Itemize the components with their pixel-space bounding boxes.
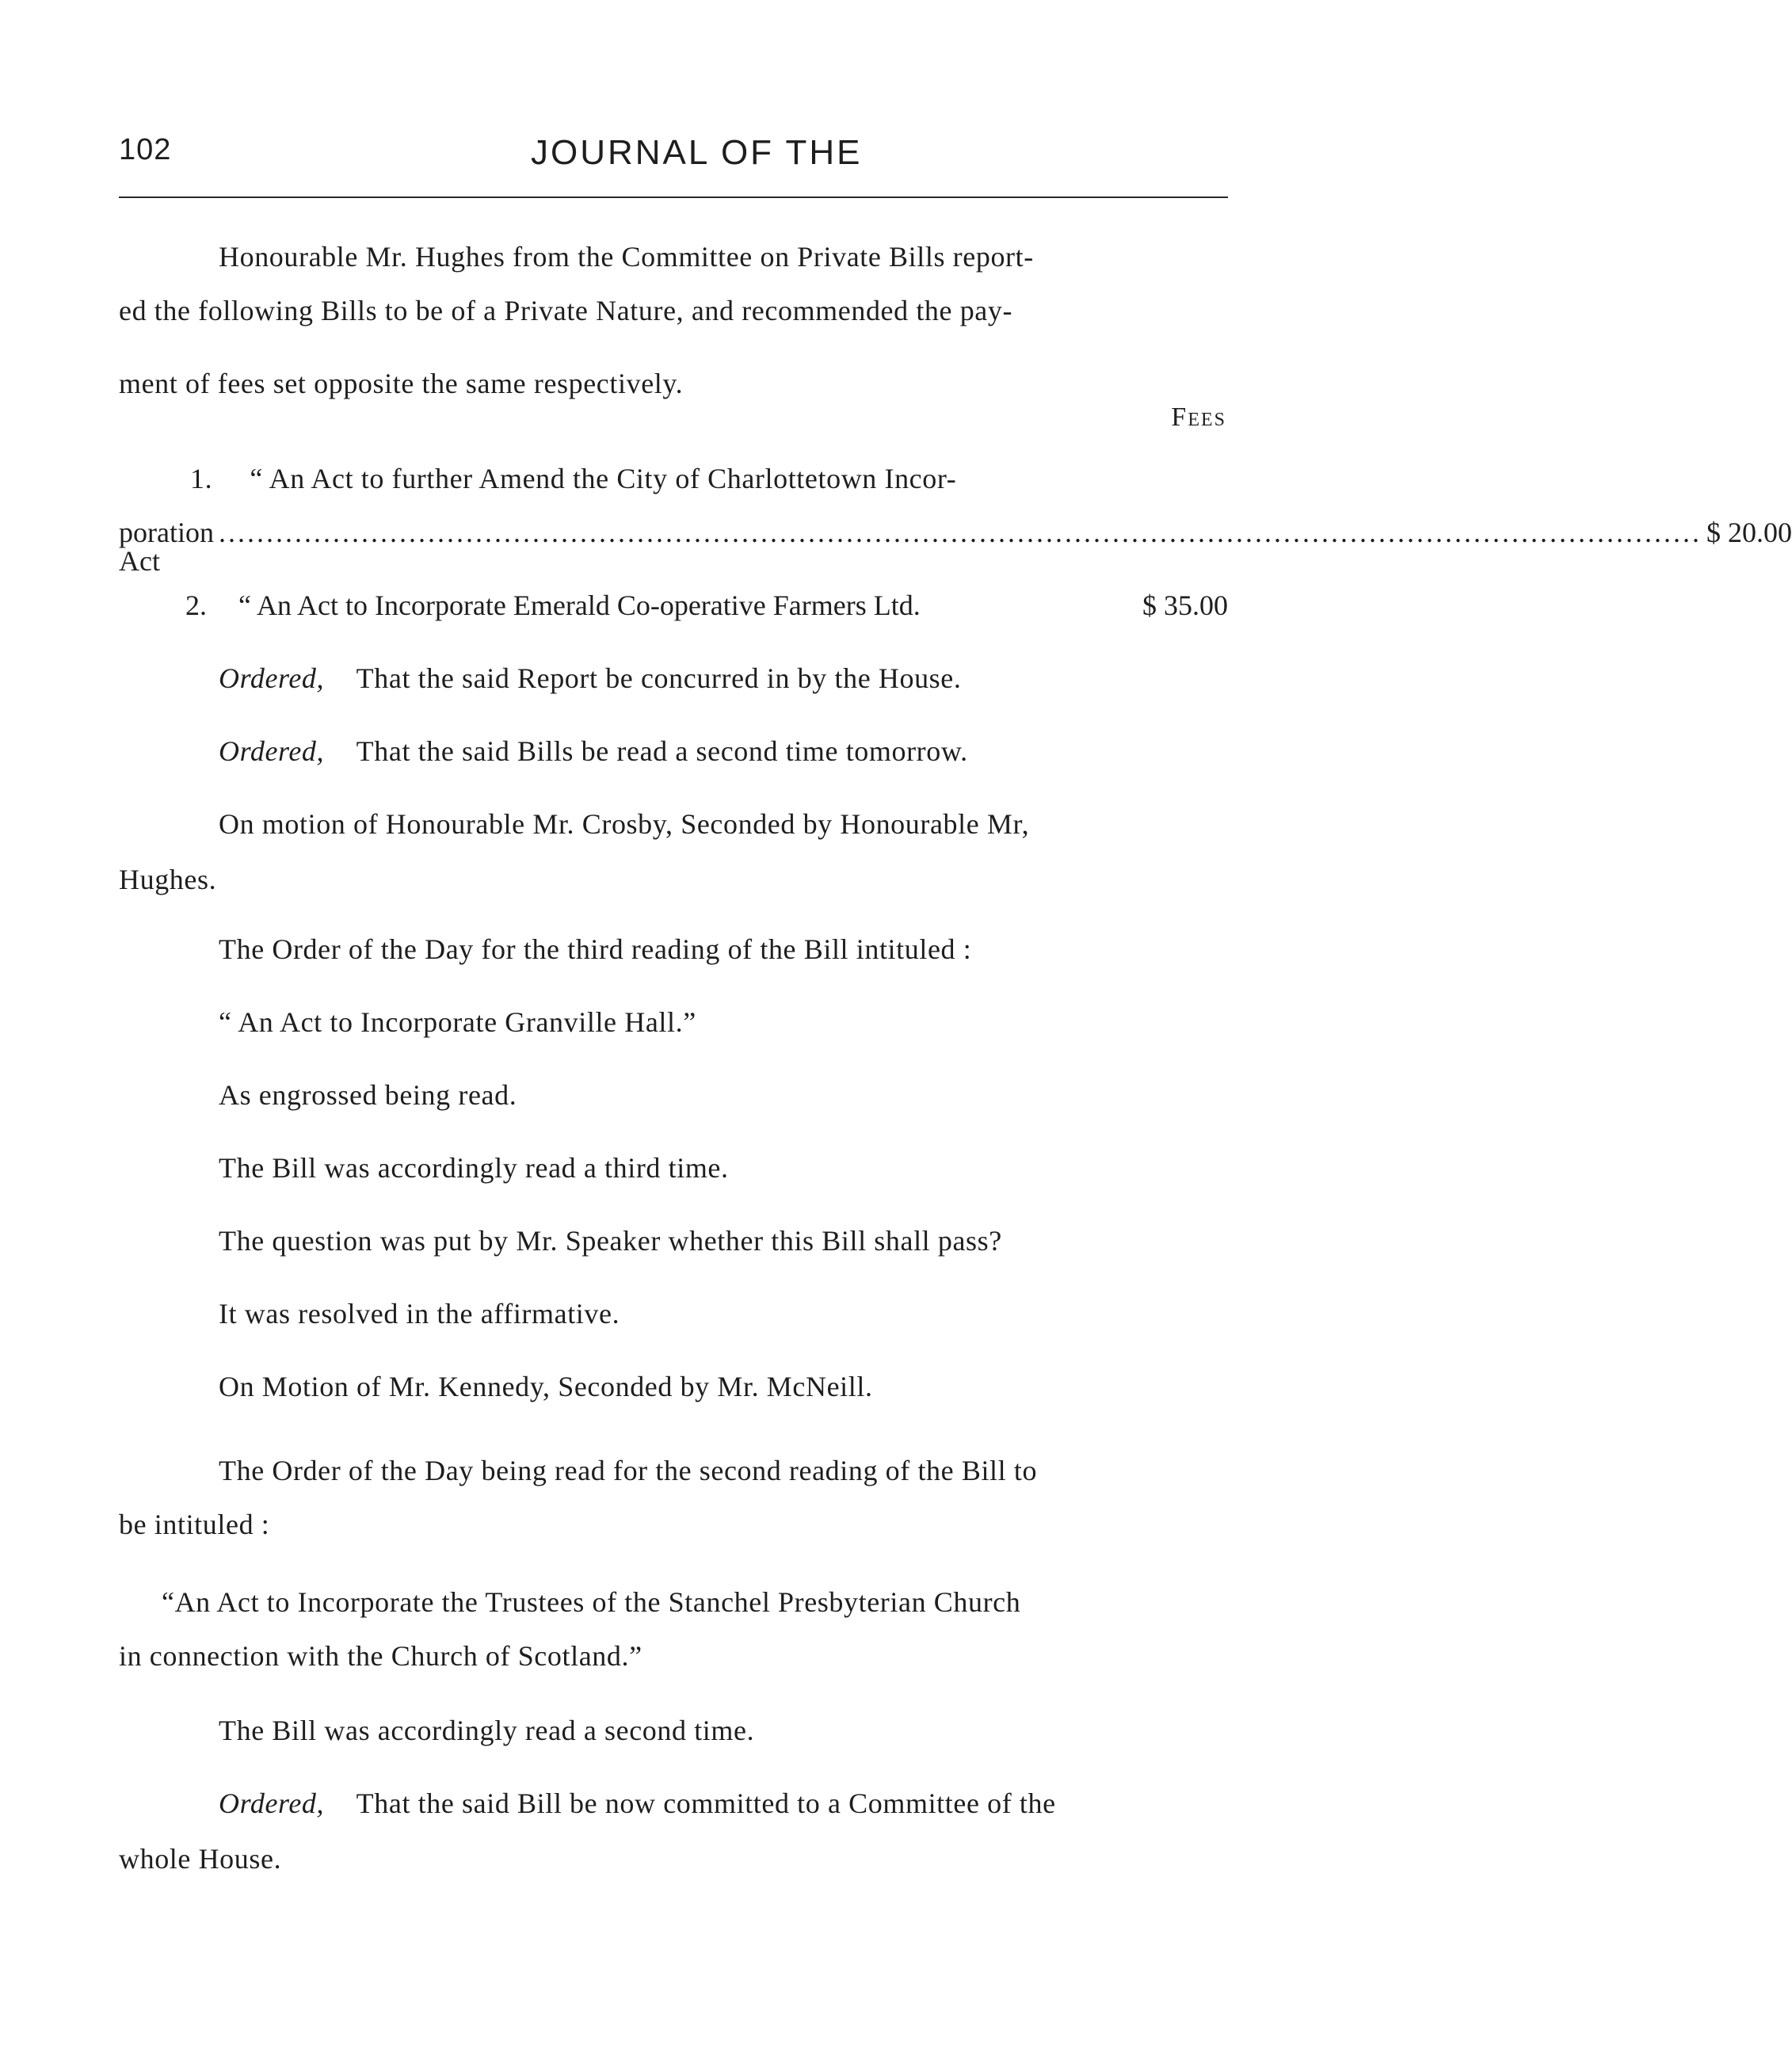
running-head: JOURNAL OF THE	[531, 133, 863, 172]
header-rule	[119, 196, 1228, 198]
read-second-time-line: The Bill was accordingly read a second time.	[219, 1715, 755, 1746]
question-line: The question was put by Mr. Speaker whether this Bill shall pass?	[219, 1225, 1002, 1257]
engrossed-line: As engrossed being read.	[219, 1079, 517, 1111]
bill-2-fee: $ 35.00	[1142, 589, 1228, 621]
bill-1-title-line-1	[190, 464, 956, 493]
report-line-2: ed the following Bills to be of a Private Nature, and recommended the pay-	[119, 295, 1013, 326]
resolved-line: It was resolved in the affirmative.	[219, 1298, 620, 1330]
bill-2-line	[185, 591, 1228, 620]
stanchel-bill-line-1: “An Act to Incorporate the Trustees of the Stanchel Presbyterian Church	[162, 1586, 1021, 1618]
order-1	[219, 664, 961, 692]
bill-2-title: “ An Act to Incorporate Emerald Co-operative Farmers Ltd.	[238, 589, 921, 621]
granville-hall-bill-title: “ An Act to Incorporate Granville Hall.”	[219, 1006, 696, 1038]
third-reading-order: The Order of the Day for the third reading of the Bill intituled :	[219, 933, 972, 965]
ordered-label: Ordered,	[219, 735, 325, 767]
committed-order-line-2: whole House.	[119, 1843, 282, 1875]
second-reading-order-line-2: be intituled :	[119, 1509, 270, 1540]
motion-1-line-2: Hughes.	[119, 864, 217, 895]
page-header	[119, 133, 1228, 181]
bill-1-title: “ An Act to further Amend the City of Charlottetown Incor-	[250, 463, 957, 494]
bill-1-title-continued: poration Act	[119, 517, 214, 577]
page-number: 102	[119, 133, 172, 166]
ordered-label: Ordered,	[219, 662, 325, 694]
bill-1-number: 1.	[190, 463, 213, 494]
second-reading-order-line-1: The Order of the Day being read for the second reading of the Bill to	[219, 1455, 1038, 1486]
motion-1-line-1: On motion of Honourable Mr. Crosby, Seconded by Honourable Mr,	[219, 808, 1030, 840]
committed-text: That the said Bill be now committed to a Committee of the	[356, 1787, 1056, 1819]
bill-1-title-line-2	[119, 517, 1792, 577]
read-third-time-line: The Bill was accordingly read a third time.	[219, 1152, 729, 1184]
committed-order-line-1	[219, 1789, 1056, 1818]
order-2-text: That the said Bills be read a second time tomorrow.	[356, 735, 968, 767]
stanchel-bill-line-2: in connection with the Church of Scotland.”	[119, 1640, 642, 1672]
fees-column-heading: Fees	[1171, 402, 1226, 432]
bill-2-number: 2.	[185, 589, 207, 621]
report-line-3: ment of fees set opposite the same respectively.	[119, 368, 684, 399]
order-1-text: That the said Report be concurred in by the House.	[356, 662, 962, 694]
dot-leader: ............................................................................................................................................................	[218, 517, 1702, 548]
order-2	[219, 737, 968, 765]
motion-2-line: On Motion of Mr. Kennedy, Seconded by Mr. McNeill.	[219, 1371, 873, 1402]
report-line-1: Honourable Mr. Hughes from the Committee on Private Bills report-	[219, 241, 1034, 273]
ordered-label: Ordered,	[219, 1787, 325, 1819]
bill-1-fee: $ 20.00	[1706, 517, 1792, 548]
